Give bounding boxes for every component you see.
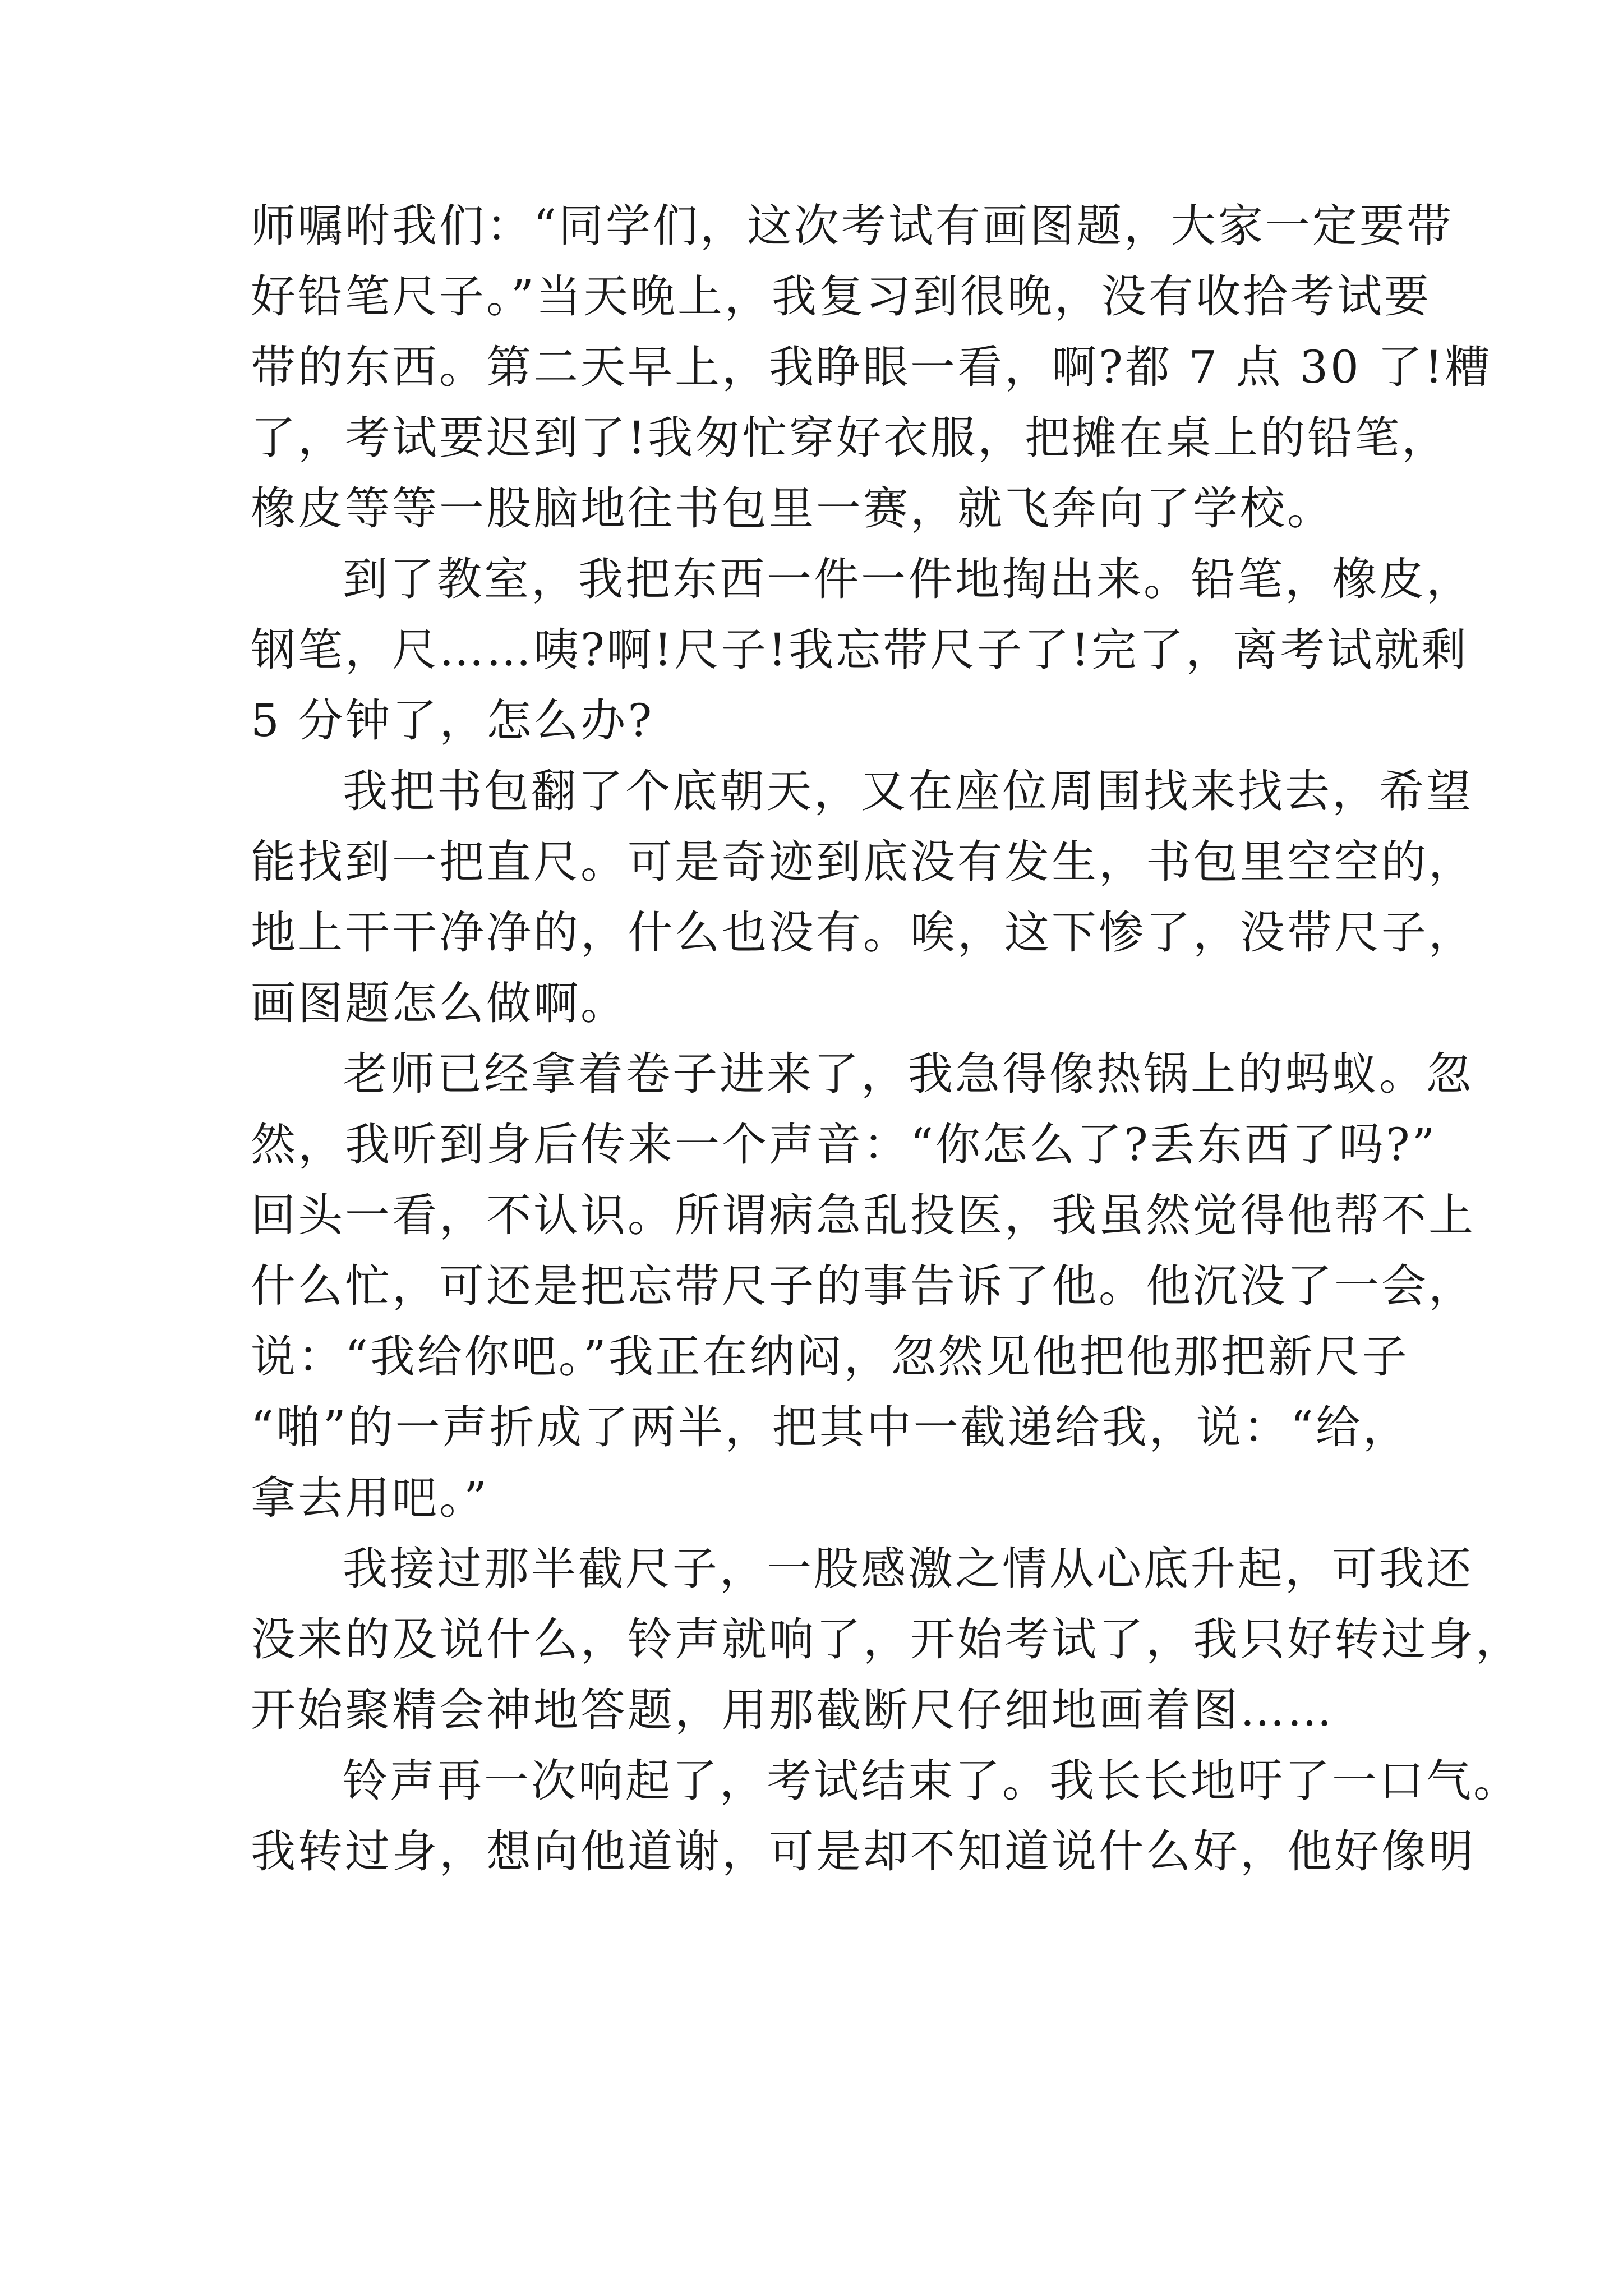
text-line: 回头一看，不认识。所谓病急乱投医，我虽然觉得他帮不上 [251,1189,1476,1241]
paragraph-first-line: 我接过那半截尺子，一股感激之情从心底升起，可我还 [343,1543,1473,1595]
text-line: 画图题怎么做啊。 [251,977,628,1029]
text-line: 5 分钟了，怎么办? [251,694,654,747]
text-line: 地上干干净净的，什么也没有。唉，这下惨了，没带尺子， [251,907,1476,959]
text-line: 拿去用吧。” [251,1472,489,1524]
text-line: 没来的及说什么，铃声就响了，开始考试了，我只好转过身， [251,1613,1523,1665]
text-line: 了，考试要迟到了!我匆忙穿好衣服，把摊在桌上的铅笔， [251,412,1449,464]
body-text [251,191,1523,1887]
paragraph-first-line: 铃声再一次响起了，考试结束了。我长长地吁了一口气。 [343,1755,1520,1807]
paragraph-first-line: 我把书包翻了个底朝天，又在座位周围找来找去，希望 [343,765,1473,817]
text-line: 然，我听到身后传来一个声音：“你怎么了?丢东西了吗?” [251,1119,1437,1171]
paragraph-first-line: 老师已经拿着卷子进来了，我急得像热锅上的蚂蚁。忽 [343,1048,1473,1100]
text-line: 开始聚精会神地答题，用那截断尺仔细地画着图…… [251,1684,1334,1736]
text-line: 师嘱咐我们：“同学们，这次考试有画图题，大家一定要带 [251,200,1454,252]
text-line: 橡皮等等一股脑地往书包里一赛，就飞奔向了学校。 [251,482,1334,535]
text-line: 我转过身，想向他道谢，可是却不知道说什么好，他好像明 [251,1825,1476,1878]
text-line: 什么忙，可还是把忘带尺子的事告诉了他。他沉没了一会， [251,1260,1476,1312]
text-line: “啪”的一声折成了两半，把其中一截递给我，说：“给， [251,1401,1410,1453]
text-line: 说：“我给你吧。”我正在纳闷，忽然见他把他那把新尺子 [251,1331,1409,1383]
text-line: 能找到一把直尺。可是奇迹到底没有发生，书包里空空的， [251,836,1476,888]
text-line: 带的东西。第二天早上，我睁眼一看，啊?都 7 点 30 了!糟 [251,341,1492,393]
text-line: 钢笔，尺……咦?啊!尺子!我忘带尺子了!完了，离考试就剩 [251,624,1469,676]
text-line: 好铅笔尺子。”当天晚上，我复习到很晚，没有收拾考试要 [251,270,1431,323]
paragraph-first-line: 到了教室，我把东西一件一件地掏出来。铅笔，橡皮， [343,553,1473,605]
